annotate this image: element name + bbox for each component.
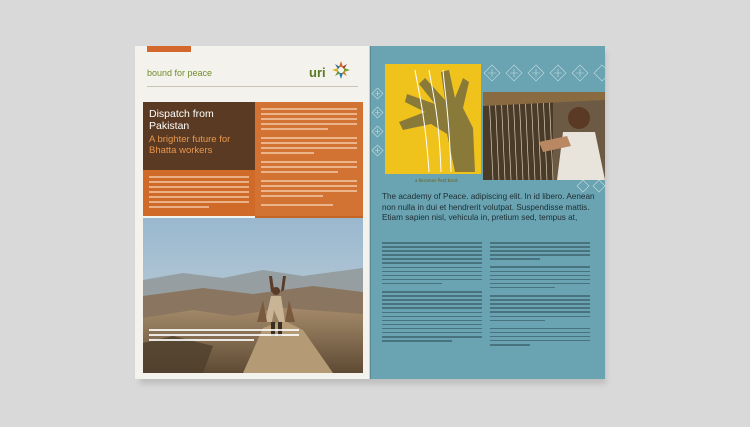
logo-text: uri — [309, 65, 326, 80]
hand-illustration-icon — [385, 64, 481, 174]
pattern-left-icon — [370, 86, 385, 162]
body-column-1 — [382, 242, 482, 344]
illustration-label: a Keramon Pezt Karst — [415, 178, 458, 183]
pattern-top-icon — [482, 62, 605, 92]
left-page — [135, 46, 370, 379]
article-subtitle: A brighter future for Bhatta workers — [149, 134, 231, 156]
spine — [369, 46, 371, 379]
intro-text-block — [143, 170, 255, 216]
uri-star-logo-icon — [331, 60, 351, 80]
mountain-photo — [143, 218, 363, 373]
article-title: Dispatch from Pakistan — [149, 108, 214, 132]
harp-photo — [483, 92, 605, 180]
title-box — [143, 102, 255, 170]
right-page — [370, 46, 605, 379]
yellow-illustration — [385, 64, 481, 183]
photo-caption — [149, 329, 299, 344]
body-text-column — [255, 102, 363, 216]
page-header: bound for peace — [147, 68, 213, 78]
header-rule — [147, 86, 358, 87]
body-column-2 — [490, 242, 590, 348]
right-heading: The academy of Peace. adipiscing elit. In id libero. Aenean non nulla in dui et hendrerit volutpat. Suspendisse mattis. Etiam sapien nisl, vehicula in, pretium sed, tempus at, — [382, 192, 595, 222]
orange-tab — [147, 46, 191, 52]
